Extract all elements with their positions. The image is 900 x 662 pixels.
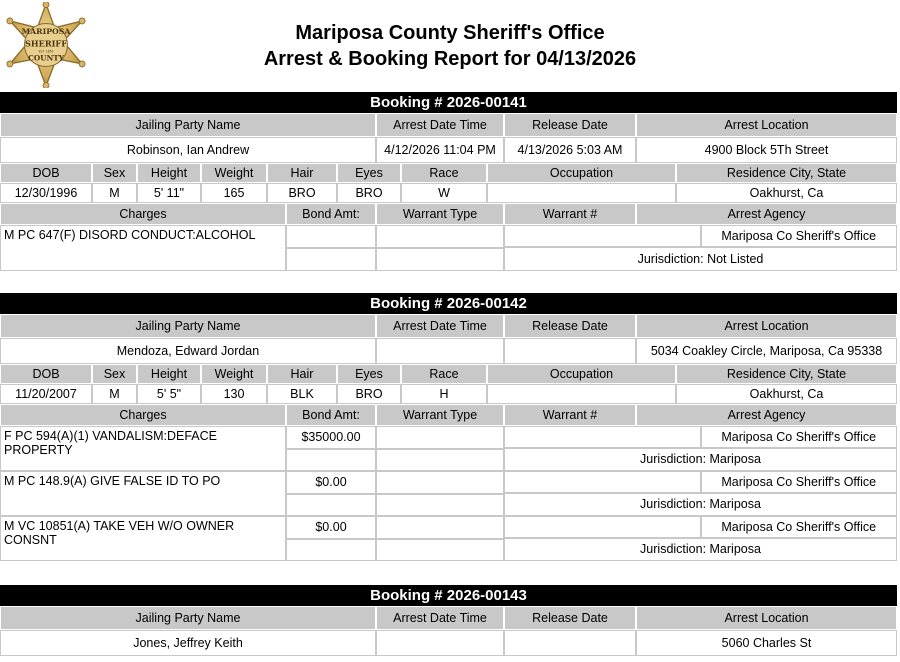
bond-amount-spacer: [286, 248, 376, 271]
label-arrest-agency: Arrest Agency: [636, 203, 897, 225]
jailing-party-name: Mendoza, Edward Jordan: [0, 338, 376, 364]
warrant-type-spacer: [376, 449, 504, 472]
warrant-type: [376, 225, 504, 248]
jurisdiction: Jurisdiction: Mariposa: [504, 493, 897, 517]
label-dob: DOB: [0, 163, 92, 183]
arrest-datetime: [376, 338, 504, 364]
bond-amount: $0.00: [286, 516, 376, 539]
charge-row: [0, 471, 897, 516]
label-occupation: Occupation: [487, 364, 676, 384]
height: 5' 5": [137, 384, 201, 404]
bond-amount: [286, 225, 376, 248]
label-race: Race: [401, 364, 487, 384]
booking-block: [0, 293, 897, 561]
label-arrest-location: Arrest Location: [636, 314, 897, 338]
charge-description: F PC 594(A)(1) VANDALISM:DEFACE PROPERTY: [0, 426, 286, 471]
warrant-type: [376, 516, 504, 539]
label-residence: Residence City, State: [676, 364, 897, 384]
arrest-agency: Mariposa Co Sheriff's Office: [701, 426, 898, 448]
label-arrest-location: Arrest Location: [636, 606, 897, 630]
arrest-location: 4900 Block 5Th Street: [636, 137, 897, 163]
warrant-number: [504, 225, 701, 247]
bond-amount-spacer: [286, 539, 376, 562]
label-residence: Residence City, State: [676, 163, 897, 183]
jurisdiction: Jurisdiction: Mariposa: [504, 538, 897, 562]
bond-amount: $0.00: [286, 471, 376, 494]
page-subtitle: Arrest & Booking Report for 04/13/2026: [263, 48, 637, 70]
label-arrest-location: Arrest Location: [636, 113, 897, 137]
label-warrant-number: Warrant #: [504, 203, 636, 225]
charge-row: [0, 225, 897, 271]
label-bond: Bond Amt:: [286, 203, 376, 225]
label-warrant-number: Warrant #: [504, 404, 636, 426]
weight: 130: [201, 384, 267, 404]
hair: BLK: [267, 384, 337, 404]
label-arrest-datetime: Arrest Date Time: [376, 606, 504, 630]
label-charges: Charges: [0, 404, 286, 426]
charge-row: [0, 426, 897, 471]
label-release-date: Release Date: [504, 606, 636, 630]
label-height: Height: [137, 163, 201, 183]
label-jailing-party: Jailing Party Name: [0, 113, 376, 137]
label-hair: Hair: [267, 364, 337, 384]
label-eyes: Eyes: [337, 364, 401, 384]
sex: M: [92, 183, 137, 203]
label-warrant-type: Warrant Type: [376, 404, 504, 426]
dob: 12/30/1996: [0, 183, 92, 203]
jailing-party-name: Robinson, Ian Andrew: [0, 137, 376, 163]
label-warrant-type: Warrant Type: [376, 203, 504, 225]
release-date: [504, 630, 636, 656]
badge-top-text: MARIPOSA: [21, 26, 71, 36]
occupation: [487, 183, 676, 203]
label-bond: Bond Amt:: [286, 404, 376, 426]
booking-number: Booking # 2026-00142: [0, 293, 897, 314]
warrant-number: [504, 471, 701, 493]
warrant-type: [376, 471, 504, 494]
label-jailing-party: Jailing Party Name: [0, 606, 376, 630]
dob: 11/20/2007: [0, 384, 92, 404]
arrest-agency: Mariposa Co Sheriff's Office: [701, 471, 898, 493]
label-release-date: Release Date: [504, 314, 636, 338]
label-height: Height: [137, 364, 201, 384]
release-date: 4/13/2026 5:03 AM: [504, 137, 636, 163]
charge-description: M PC 647(F) DISORD CONDUCT:ALCOHOL: [0, 225, 286, 271]
booking-block: [0, 585, 897, 656]
eyes: BRO: [337, 183, 401, 203]
charge-row: [0, 516, 897, 561]
height: 5' 11": [137, 183, 201, 203]
booking-number: Booking # 2026-00143: [0, 585, 897, 606]
warrant-type: [376, 426, 504, 449]
label-arrest-datetime: Arrest Date Time: [376, 314, 504, 338]
charge-description: M VC 10851(A) TAKE VEH W/O OWNER CONSNT: [0, 516, 286, 561]
badge-small-text: EST. 1850: [38, 49, 54, 54]
report-header: [0, 0, 900, 92]
arrest-datetime: [376, 630, 504, 656]
bond-amount-spacer: [286, 449, 376, 472]
sheriff-star-badge-icon: [2, 2, 90, 88]
label-release-date: Release Date: [504, 113, 636, 137]
race: H: [401, 384, 487, 404]
badge-bottom-text: COUNTY: [28, 53, 64, 63]
label-arrest-datetime: Arrest Date Time: [376, 113, 504, 137]
arrest-agency: Mariposa Co Sheriff's Office: [701, 225, 898, 247]
booking-block: [0, 92, 897, 271]
badge-mid-text: SHERIFF: [24, 38, 67, 49]
label-sex: Sex: [92, 364, 137, 384]
label-dob: DOB: [0, 364, 92, 384]
label-race: Race: [401, 163, 487, 183]
jurisdiction: Jurisdiction: Mariposa: [504, 448, 897, 472]
weight: 165: [201, 183, 267, 203]
hair: BRO: [267, 183, 337, 203]
residence: Oakhurst, Ca: [676, 183, 897, 203]
label-weight: Weight: [201, 364, 267, 384]
charge-description: M PC 148.9(A) GIVE FALSE ID TO PO: [0, 471, 286, 516]
race: W: [401, 183, 487, 203]
sex: M: [92, 384, 137, 404]
residence: Oakhurst, Ca: [676, 384, 897, 404]
warrant-number: [504, 516, 701, 538]
label-jailing-party: Jailing Party Name: [0, 314, 376, 338]
arrest-agency: Mariposa Co Sheriff's Office: [701, 516, 898, 538]
label-occupation: Occupation: [487, 163, 676, 183]
label-eyes: Eyes: [337, 163, 401, 183]
eyes: BRO: [337, 384, 401, 404]
booking-number: Booking # 2026-00141: [0, 92, 897, 113]
label-sex: Sex: [92, 163, 137, 183]
warrant-number: [504, 426, 701, 448]
page-title: Mariposa County Sheriff's Office: [295, 22, 605, 44]
label-charges: Charges: [0, 203, 286, 225]
label-weight: Weight: [201, 163, 267, 183]
jurisdiction: Jurisdiction: Not Listed: [504, 247, 897, 271]
warrant-type-spacer: [376, 539, 504, 562]
bond-amount-spacer: [286, 494, 376, 517]
warrant-type-spacer: [376, 494, 504, 517]
arrest-location: 5034 Coakley Circle, Mariposa, Ca 95338: [636, 338, 897, 364]
arrest-datetime: 4/12/2026 11:04 PM: [376, 137, 504, 163]
occupation: [487, 384, 676, 404]
jailing-party-name: Jones, Jeffrey Keith: [0, 630, 376, 656]
release-date: [504, 338, 636, 364]
warrant-type-spacer: [376, 248, 504, 271]
arrest-location: 5060 Charles St: [636, 630, 897, 656]
bond-amount: $35000.00: [286, 426, 376, 449]
label-arrest-agency: Arrest Agency: [636, 404, 897, 426]
label-hair: Hair: [267, 163, 337, 183]
